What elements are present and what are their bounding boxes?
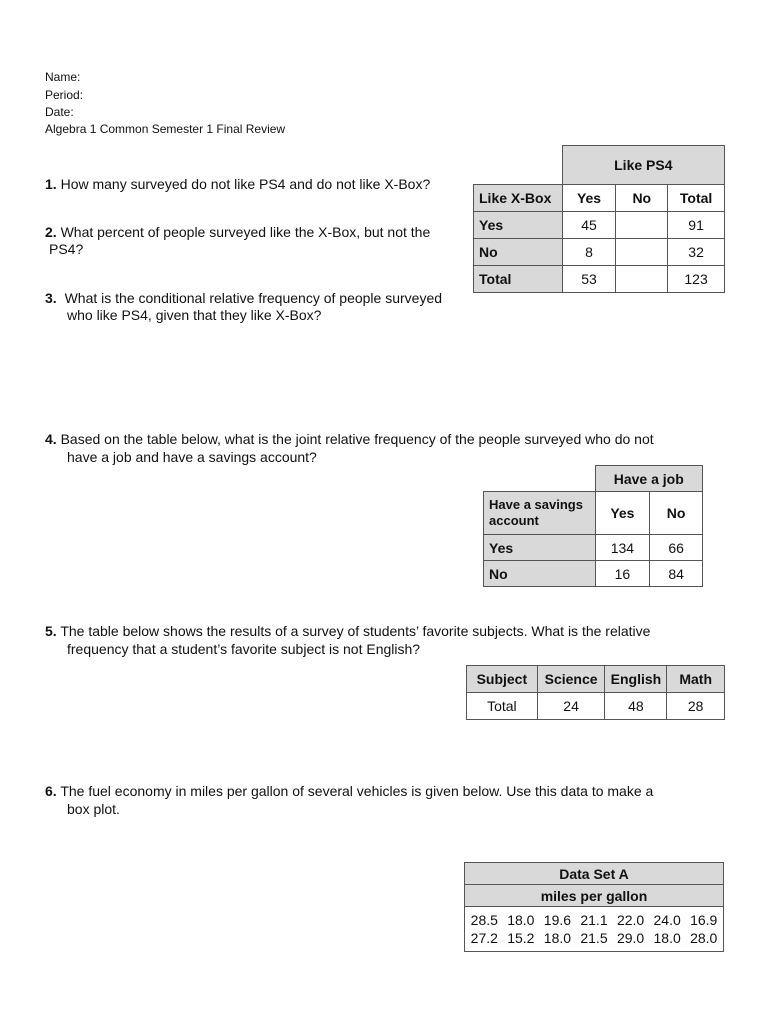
data-values-grid	[466, 911, 722, 947]
table-row	[484, 561, 703, 587]
row-header: Like X-Box	[474, 185, 563, 212]
table-cell: 53	[562, 266, 616, 293]
table-cell: 66	[650, 535, 703, 561]
question-number: 3.	[45, 290, 57, 306]
column-header: Math	[667, 666, 725, 693]
question-6	[45, 783, 653, 800]
data-value: 18.0	[653, 930, 681, 946]
worksheet-title: Algebra 1 Common Semester 1 Final Review	[45, 122, 286, 136]
job-savings-table	[483, 465, 703, 587]
table-title: Have a job	[595, 466, 702, 492]
column-header: English	[605, 666, 667, 693]
table-cell: 28	[667, 693, 725, 720]
table-cell: Total	[467, 693, 538, 720]
table-corner	[484, 466, 596, 492]
question-text: How many surveyed do not like PS4 and do not like X-Box?	[60, 176, 431, 192]
row-label: Yes	[484, 535, 596, 561]
question-number: 4.	[45, 431, 57, 447]
table-cell: 134	[595, 535, 650, 561]
table-row	[474, 239, 725, 266]
table-body	[484, 535, 703, 587]
data-value: 21.1	[580, 912, 608, 928]
question-text: What is the conditional relative frequency of people surveyed	[64, 290, 443, 306]
table-cell	[616, 212, 668, 239]
table-cell: 48	[605, 693, 667, 720]
table-cell: 91	[668, 212, 725, 239]
table-subtitle: miles per gallon	[465, 885, 724, 907]
data-value: 16.9	[690, 912, 718, 928]
data-value: 15.2	[507, 930, 535, 946]
question-5-continuation: frequency that a student’s favorite subject is not English?	[67, 641, 421, 657]
question-3	[45, 290, 442, 307]
data-set-a-table	[464, 862, 724, 952]
question-text: The fuel economy in miles per gallon of several vehicles is given below. Use this data to make a	[60, 783, 654, 799]
table-title: Like PS4	[562, 146, 724, 185]
table-cell: 16	[595, 561, 650, 587]
question-3-continuation: who like PS4, given that they like X-Box?	[67, 307, 322, 323]
data-value: 24.0	[653, 912, 681, 928]
data-value: 29.0	[616, 930, 645, 946]
question-number: 1.	[45, 176, 57, 192]
column-header: Yes	[562, 185, 616, 212]
question-number: 5.	[45, 623, 57, 639]
column-header: Yes	[595, 492, 650, 535]
data-value: 22.0	[616, 912, 645, 928]
period-label: Period:	[45, 88, 84, 102]
table-body	[474, 212, 725, 293]
table-cell: 8	[562, 239, 616, 266]
table-cell	[616, 239, 668, 266]
data-value: 19.6	[543, 912, 572, 928]
row-label: No	[474, 239, 563, 266]
date-label: Date:	[45, 105, 74, 119]
table-row	[474, 212, 725, 239]
question-number: 2.	[45, 224, 57, 240]
table-cell: 24	[537, 693, 605, 720]
column-header: Science	[537, 666, 605, 693]
table-cell	[616, 266, 668, 293]
table-row	[467, 693, 725, 720]
table-header-row	[467, 666, 725, 693]
table-row	[474, 266, 725, 293]
row-label: Yes	[474, 212, 563, 239]
question-1	[45, 176, 430, 193]
table-row	[484, 535, 703, 561]
column-header: Total	[668, 185, 725, 212]
data-value: 28.5	[470, 912, 498, 928]
question-text: The table below shows the results of a survey of students’ favorite subjects. What is the relative	[60, 623, 651, 639]
table-corner	[474, 146, 563, 185]
table-cell: 32	[668, 239, 725, 266]
data-values-cell	[465, 907, 724, 952]
column-header: Subject	[467, 666, 538, 693]
table-title: Data Set A	[465, 863, 724, 885]
data-value: 28.0	[690, 930, 718, 946]
ps4-xbox-table	[473, 145, 725, 293]
question-4	[45, 431, 654, 448]
table-cell: 123	[668, 266, 725, 293]
question-2-continuation: PS4?	[49, 241, 84, 257]
data-value: 21.5	[580, 930, 608, 946]
row-label: Total	[474, 266, 563, 293]
question-4-continuation: have a job and have a savings account?	[67, 449, 317, 465]
question-6-continuation: box plot.	[67, 801, 120, 817]
question-number: 6.	[45, 783, 57, 799]
question-text: Based on the table below, what is the joint relative frequency of the people surveyed who do not	[60, 431, 654, 447]
favorite-subject-table	[466, 665, 725, 720]
question-text: What percent of people surveyed like the X-Box, but not the	[60, 224, 431, 240]
row-header: Have a savings account	[484, 492, 596, 535]
column-header: No	[616, 185, 668, 212]
table-cell: 84	[650, 561, 703, 587]
question-5	[45, 623, 650, 640]
data-value: 18.0	[543, 930, 572, 946]
table-cell: 45	[562, 212, 616, 239]
column-header: No	[650, 492, 703, 535]
data-value: 18.0	[507, 912, 535, 928]
row-label: No	[484, 561, 596, 587]
data-value: 27.2	[470, 930, 498, 946]
question-2	[45, 224, 430, 241]
name-label: Name:	[45, 70, 81, 84]
